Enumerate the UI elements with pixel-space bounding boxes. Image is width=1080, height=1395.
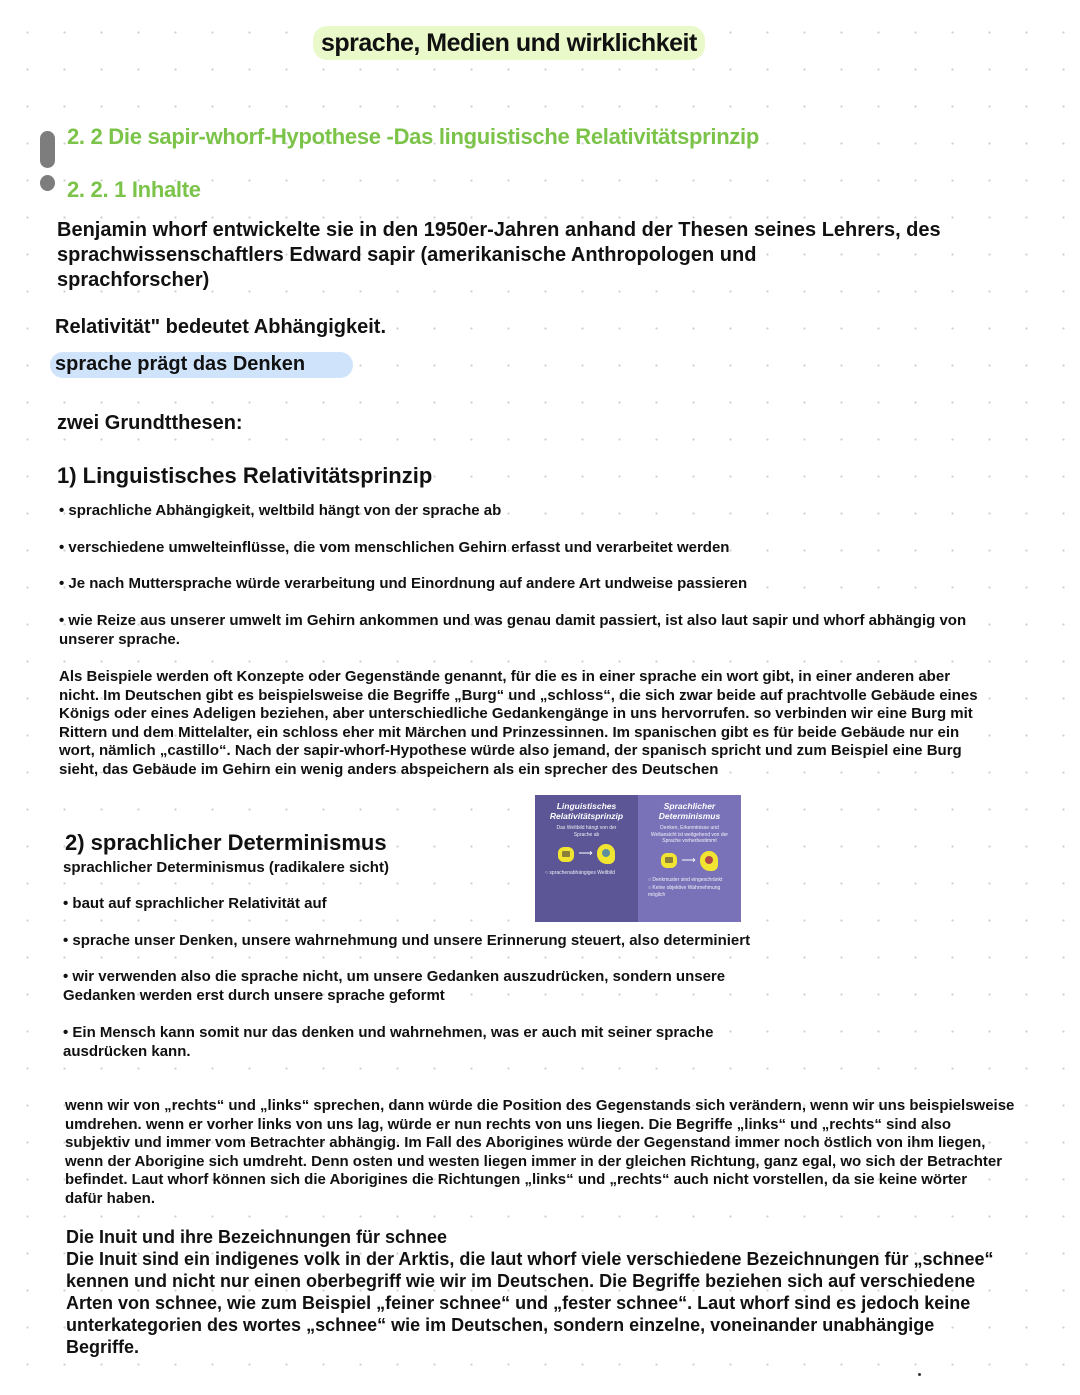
two-theses-label: zwei Grundtthesen: [57, 412, 243, 434]
thesis1-bullet: • Je nach Muttersprache würde verarbeitung und Einordnung auf andere Art undweise passieren [59, 575, 748, 592]
intro-line: sprachwissenschaftlers Edward sapir (amerikanische Anthropologen und [57, 244, 757, 266]
infographic-panel-determinism [638, 795, 741, 922]
comparison-infographic [535, 795, 741, 922]
panel-title [539, 801, 634, 821]
paragraph-line: wenn der Aborigine sich umdreht. Denn osten und westen liegen immer in der gleichen Richtung, ganz egal, wo sich der Betrachter [65, 1152, 1003, 1170]
panel-bullet: ○ Denkmuster sind eingeschränkt [648, 876, 723, 883]
relativity-definition: Relativität" bedeutet Abhängigkeit. [55, 316, 387, 338]
bullet-line: Gedanken werden erst durch unsere sprache geformt [63, 986, 445, 1004]
thesis2-heading: 2) sprachlicher Determinismus [65, 830, 387, 855]
paragraph-line: subjektiv und immer vom Betrachter abhängig. Im Fall des Aborigines würde der Gegenstand immer noch östlich von ihm liegen, [65, 1134, 986, 1151]
panel-title-line: Linguistisches [556, 801, 617, 811]
bullet-line: unserer sprache. [59, 630, 180, 648]
bullet-line: ausdrücken kann. [63, 1042, 191, 1060]
panel-icons [539, 844, 634, 864]
thesis1-bullet: • verschiedene umwelteinflüsse, die vom menschlichen Gehirn erfasst und verarbeitet werden [59, 539, 730, 556]
paragraph-line: unterkategorien des wortes „schnee“ wie im Deutschen, sondern einzelne, voneinander unabhängige [66, 1315, 935, 1335]
paragraph-line: Arten von schnee, wie zum Beispiel „feiner schnee“ und „fester schnee“. Laut whorf sind es jedoch keine [66, 1293, 971, 1313]
paragraph-line: befindet. Laut whorf können sich die Aborigines die Richtungen „links“ und „rechts“ auch nicht vorstellen, da sie keine wörter [65, 1171, 968, 1188]
castle-example-paragraph [59, 668, 1049, 779]
paragraph-line: wenn wir von „rechts“ und „links“ sprechen, dann würde die Position des Gegenstands sich verändern, wenn wir uns beispielsweise [65, 1097, 1015, 1114]
panel-title-line: Relativitätsprinzip [549, 811, 624, 821]
paragraph-line: kennen und nicht nur einen oberbegriff wie wir im Deutschen. Die Begriffe beziehen sich auf verschiedene [66, 1271, 976, 1291]
speech-bubble-icon [558, 847, 574, 862]
arrow-right-icon: ⟶ [681, 854, 696, 866]
panel-subtitle-line: Das Weltbild hängt von der [556, 825, 617, 831]
paragraph-line: nicht. Im Deutschen gibt es beispielsweise die Begriffe „Burg“ und „schloss“, die sich zwar beide auf prachtvolle Gebäude eines [59, 686, 978, 704]
intro-paragraph [57, 218, 1057, 293]
inuit-heading: Die Inuit und ihre Bezeichnungen für schnee [66, 1227, 448, 1247]
panel-bullets [539, 870, 634, 877]
intro-line: Benjamin whorf entwickelte sie in den 1950er-Jahren anhand der Thesen seines Lehrers, des [57, 219, 941, 241]
paragraph-line: Die Inuit sind ein indigenes volk in der Arktis, die laut whorf viele verschiedene Bezeichnungen für „schnee“ [66, 1249, 994, 1269]
panel-bullet: ○ Keine objektive Wahrnehmung möglich [648, 885, 721, 898]
head-puzzle-icon [700, 851, 718, 871]
panel-subtitle-line: Sprache ab [573, 831, 600, 838]
paragraph-line: sieht, das Gebäude im Gehirn ein wenig anders abspeichern als ein sprecher des Deutschen [59, 760, 719, 778]
panel-bullets [642, 877, 737, 899]
panel-subtitle-line: Sprache vorherbestimmt [662, 838, 717, 844]
panel-title-line: Determinismus [658, 811, 721, 821]
panel-subtitle-line: Weltansicht ist weitgehend von der [650, 831, 729, 838]
paragraph-line: dafür haben. [65, 1189, 156, 1207]
thesis2-bullet: • sprache unser Denken, unsere wahrnehmung und unsere Erinnerung steuert, also determiniert [63, 932, 751, 949]
section-heading: 2. 2 Die sapir-whorf-Hypothese -Das linguistische Relativitätsprinzip [67, 124, 760, 149]
bullet-line: • wie Reize aus unserer umwelt im Gehirn ankommen und was genau damit passiert, ist also laut sapir und whorf abhängig von [59, 612, 967, 629]
panel-subtitle [539, 825, 634, 838]
thesis1-bullet [59, 612, 1049, 649]
subsection-heading: 2. 2. 1 Inhalte [67, 177, 201, 202]
panel-subtitle [642, 825, 737, 845]
panel-icons [642, 851, 737, 871]
thesis2-bullet: • baut auf sprachlicher Relativität auf [63, 895, 327, 912]
paragraph-line: umdrehen. wenn er vorher links von uns lag, würde er nun rechts von uns liegen. Die Begriffe „links“ und „rechts“ sind also [65, 1115, 952, 1133]
thesis2-bullet [63, 968, 823, 1005]
thesis2-subtitle: sprachlicher Determinismus (radikalere sicht) [63, 859, 389, 876]
infographic-panel-relativity [535, 795, 638, 922]
paragraph-line: Begriffe. [66, 1337, 140, 1357]
paragraph-line: wort, nämlich „castillo“. Nach der sapir-whorf-Hypothese würde also jemand, der spanisch spricht und zum Beispiel eine Burg [59, 742, 962, 759]
aborigines-paragraph [65, 1097, 1070, 1208]
page-title: sprache, Medien und wirklichkeit [321, 28, 697, 57]
thesis2-bullet [63, 1024, 823, 1061]
key-statement: sprache prägt das Denken [55, 353, 306, 375]
page-title-highlight [313, 26, 705, 60]
thesis1-heading: 1) Linguistisches Relativitätsprinzip [57, 463, 433, 488]
thesis1-bullet: • sprachliche Abhängigkeit, weltbild hängt von der sprache ab [59, 502, 502, 519]
panel-title-line: Sprachlicher [663, 801, 716, 811]
exclamation-mark-icon [40, 131, 55, 168]
stray-dot [918, 1373, 921, 1376]
panel-subtitle-line: Denken, Erkenntnisse und [660, 825, 719, 831]
arrow-right-icon: ⟶ [578, 848, 593, 859]
paragraph-line: Als Beispiele werden oft Konzepte oder Gegenstände genannt, für die es in einer sprache ein wort gibt, in einer anderen aber [59, 668, 951, 685]
head-brain-icon [597, 844, 615, 864]
speech-bubble-icon [661, 853, 677, 868]
exclamation-dot-icon [40, 175, 55, 191]
panel-bullet: ○ sprachenabhängiges Weltbild [545, 870, 615, 876]
bullet-line: • Ein Mensch kann somit nur das denken und wahrnehmen, was er auch mit seiner sprache [63, 1024, 714, 1041]
panel-title [642, 801, 737, 821]
paragraph-line: Königs oder eines Adeligen beziehen, aber unterschiedliche Gedankengänge in uns hervorrufen. so verbinden wir eine Burg mit [59, 705, 973, 722]
bullet-line: • wir verwenden also die sprache nicht, um unsere Gedanken auszudrücken, sondern unsere [63, 968, 726, 985]
paragraph-line: Rittern und dem Mittelalter, ein schloss eher mit Märchen und Prinzessinnen. Im spanischen gibt es für beide Gebäude nur ein [59, 723, 960, 741]
intro-line: sprachforscher) [57, 269, 210, 291]
inuit-section [66, 1226, 1046, 1358]
